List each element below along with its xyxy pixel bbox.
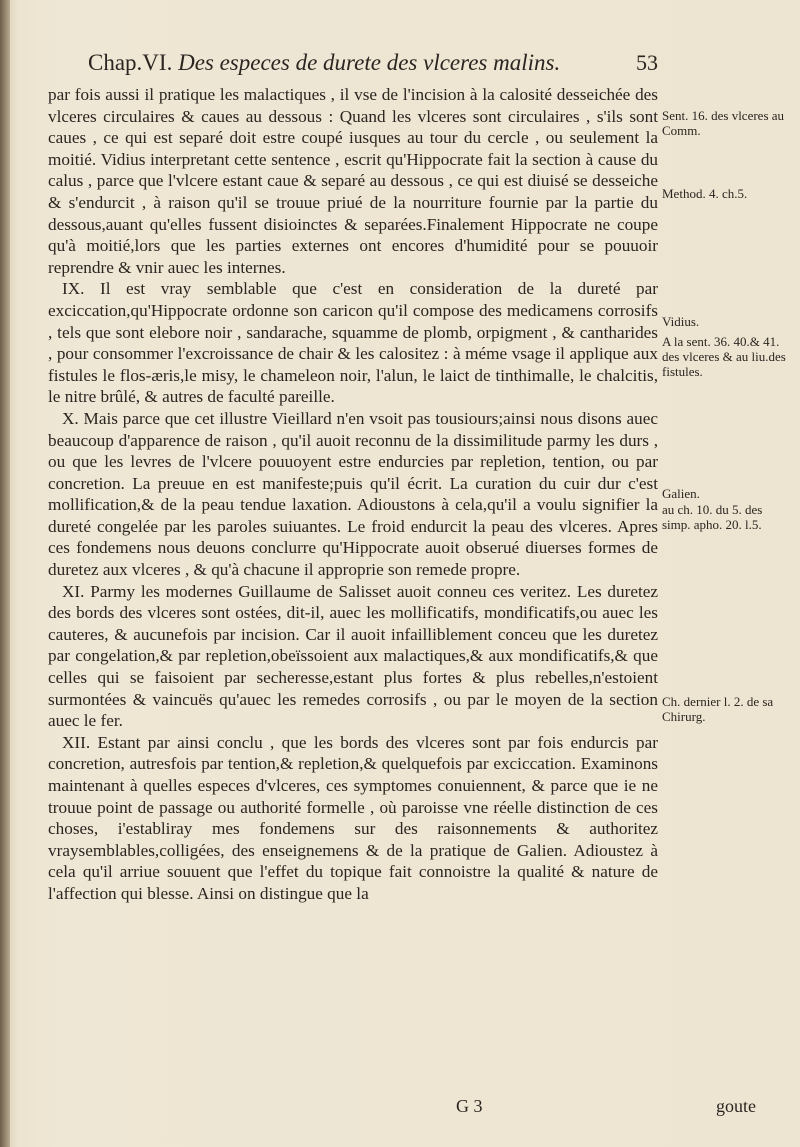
chapter-label: Chap.VI.: [88, 50, 173, 75]
signature-mark: G 3: [456, 1096, 483, 1116]
margin-note-galien: Galien.: [662, 486, 700, 501]
paragraph-continuation: par fois aussi il pratique les malactiques , il vse de l'incision à la calosité desseichée des vlceres circulaires & caues au dessous : Quand les vlceres sont circulaires , s'ils sont caues , ce qui est separé doit estre coupé iusques au tour du cercle , ou seulement la moitié. Vidius interpretant cette sentence , escrit qu'Hippocrate fait la section à cause du calus , parce que l'vlcere estant caue & separé au dessous , ce qui est diuisé se desseiche & s'endurcit , à raison qu'il se trouue priué de la nourriture fournie par la partie du dessous,auant qu'elles fussent disioinctes & separées.Finalement Hippocrate ne coupe qu'à moitié,lors que les parties externes ont encores d'humidité pour se pouuoir reprendre & vnir auec les internes.: [48, 85, 658, 277]
margin-note-method4: Method. 4. ch.5.: [662, 186, 748, 201]
paragraph-xii: XII. Estant par ainsi conclu , que les bords des vlceres sont par fois endurcis par concretion, autresfois par tention,& repletion,& quelquefois par exciccation. Examinons maintenant à quelles especes d'vlceres, ces symptomes conuiennent, & parce que ie ne trouue point de passage ou authorité formelle , où paroisse vne réelle distinction de ces choses, i'establiray mes fondemens sur des raisonnements & authoritez vraysemblables,colligées, des enseignemens & de la pratique de Galien. Adioustez à cela qu'il arriue souuent que l'effet du topique fait connoistre la qualité & nature de l'affection qui blesse. Ainsi on distingue que la: [48, 732, 658, 903]
running-head: [88, 48, 668, 78]
body-text: [48, 84, 658, 905]
paragraph-x: X. Mais parce que cet illustre Vieillard n'en vsoit pas tousiours;ainsi nous disons auec beaucoup d'apparence de raison , qu'il auoit reconnu de la dissimilitude parmy les durs , ou que les levres de l'vlcere pouuoyent estre endurcies par repletion, tention, ou par concretion. La preuue en est manifeste;puis qu'il écrit. La curation du cuir dur c'est mollification,& de la peau tendue laxation. Adioustons à cela,qu'il a voulu signifier la dureté congelée par les paroles suiuantes. Le froid endurcit la peau des vlceres. Apres ces fondemens nous deuons conclurre qu'Hippocrate auoit obserué diuerses formes de duretez aux vlceres , & qu'à chacune il approprie son remede propre.: [48, 408, 658, 580]
paragraph-xi: XI. Parmy les modernes Guillaume de Salisset auoit conneu ces veritez. Les duretez des bords des vlceres sont ostées, dit-il, auec les mollificatifs, mondificatifs,ou auec les cauteres, & aucunefois par incision. Car il auoit infailliblement conceu que les duretez par congelation,& par repletion,obeïssoient aux malactiques,& aux mondificatifs,& que celles qui se faisoient par secheresse,estant plus fortes & plus rebelles,n'estoient surmontées & vaincuës qu'auec les remedes corrosifs , ou par le moyen de la section auec le fer.: [48, 581, 658, 731]
margin-note-sent36: A la sent. 36. 40.& 41. des vlceres & au liu.des fistules.: [662, 334, 786, 379]
book-spine-shadow: [0, 0, 10, 1147]
paragraph-ix: IX. Il est vray semblable que c'est en consideration de la dureté par exciccation,qu'Hippocrate ordonne son caricon qu'il compose des medicamens corrosifs , tels que sont elebore noir , sandarache, squamme de plomb, orpigment , & cantharides , pour consommer l'excroissance de chair & les calositez : à méme vsage il applique aux fistules le flos-æris,le misy, le chameleon noir, l'alun, le laict de tinthimalle, le chalcitis, le nitre brûlé, & autres de faculté pareille.: [48, 279, 658, 407]
margin-note-sent16: Sent. 16. des vlceres au Comm.: [662, 108, 785, 138]
page-footer: [0, 1096, 800, 1126]
page-number: 53: [636, 50, 658, 75]
chapter-subtitle: Des especes de durete des vlceres malins.: [178, 50, 561, 75]
margin-note-ch10: au ch. 10. du 5. des simp. apho. 20. l.5.: [662, 502, 763, 532]
catchword: goute: [716, 1096, 756, 1116]
margin-note-vidius: Vidius.: [662, 314, 700, 329]
margin-note-ch-dernier: Ch. dernier l. 2. de sa Chirurg.: [662, 694, 774, 724]
